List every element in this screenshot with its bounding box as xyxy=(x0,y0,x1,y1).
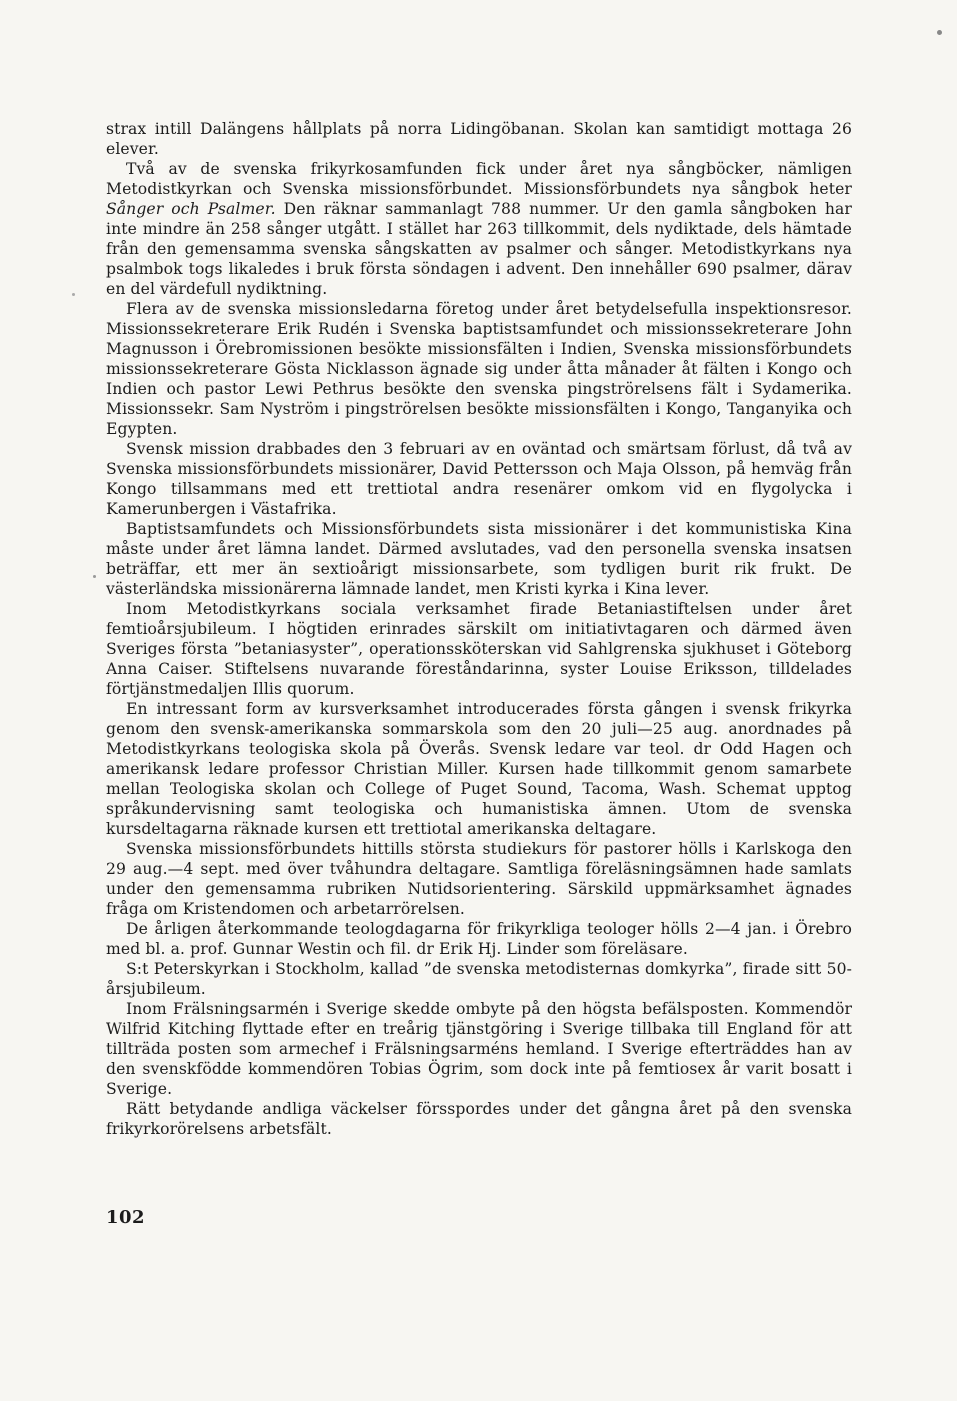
paragraph-2-after: Den räknar sammanlagt 788 nummer. Ur den gamla sångboken har inte mindre än 258 sånger utgått. I stället har 263 tillkommit, dels nydiktade, dels hämtade från den gemensamma svenska sångskatten av psalmer och sånger. Metodistkyrkans nya psalmbok togs likaledes i bruk första söndagen i advent. Den innehåller 690 psalmer, därav en del värdefull nydiktning. xyxy=(106,200,852,298)
book-title-emphasis: Sånger och Psalmer. xyxy=(106,200,276,218)
paper-speck xyxy=(93,575,96,578)
paragraph-8: Svenska missionsförbundets hittills största studiekurs för pastorer hölls i Karlskoga den 29 aug.—4 sept. med över tvåhundra deltagare. Samtliga föreläsningsämnen hade samlats under den gemensamma rubriken Nutidsorientering. Särskild uppmärksamhet ägnades fråga om Kristendomen och arbetarrörelsen. xyxy=(106,840,852,918)
paragraph-12: Rätt betydande andliga väckelser försspordes under det gångna året på den svenska frikyrkorörelsens arbetsfält. xyxy=(106,1100,852,1138)
paragraph-9: De årligen återkommande teologdagarna för frikyrkliga teologer hölls 2—4 jan. i Örebro med bl. a. prof. Gunnar Westin och fil. dr Erik Hj. Linder som föreläsare. xyxy=(106,920,852,958)
paper-speck xyxy=(937,30,942,35)
paper-speck xyxy=(72,293,75,296)
paragraph-3: Flera av de svenska missionsledarna företog under året betydelsefulla inspektionsresor. Missionssekreterare Erik Rudén i Svenska baptistsamfundet och missionssekreterare John Magnusson i Örebromissionen besökte missionsfälten i Indien, Svenska missionsförbundets missionssekreterare Gösta Nicklasson ägnade sig under åtta månader åt fälten i Kongo och Indien och pastor Lewi Pethrus besökte den svenska pingströrelsens fält i Sydamerika. Missionssekr. Sam Nyström i pingströrelsen besökte missionsfälten i Kongo, Tanganyika och Egypten. xyxy=(106,300,852,438)
body-text xyxy=(106,119,852,1139)
paragraph-2-before: Två av de svenska frikyrkosamfunden fick under året nya sångböcker, nämligen Metodistkyrkan och Svenska missionsförbundet. Missionsförbundets nya sångbok heter xyxy=(106,160,852,198)
paragraph-10: S:t Peterskyrkan i Stockholm, kallad ”de svenska metodisternas domkyrka”, firade sitt 50-årsjubileum. xyxy=(106,960,852,998)
paragraph-1: strax intill Dalängens hållplats på norra Lidingöbanan. Skolan kan samtidigt mottaga 26 elever. xyxy=(106,120,852,158)
paragraph-7: En intressant form av kursverksamhet introducerades första gången i svensk frikyrka genom den svensk-amerikanska sommarskola som den 20 juli—25 aug. anordnades på Metodistkyrkans teologiska skola på Överås. Svensk ledare var teol. dr Odd Hagen och amerikansk ledare professor Christian Miller. Kursen hade tillkommit genom samarbete mellan Teologiska skolan och College of Puget Sound, Tacoma, Wash. Schemat upptog språkundervisning samt teologiska och humanistiska ämnen. Utom de svenska kursdeltagarna räknade kursen ett trettiotal amerikanska deltagare. xyxy=(106,700,852,838)
paragraph-11: Inom Frälsningsarmén i Sverige skedde ombyte på den högsta befälsposten. Kommendör Wilfrid Kitching flyttade efter en treårig tjänstgöring i Sverige tillbaka till England för att tillträda posten som armechef i Frälsningsarméns hemland. I Sverige efterträddes han av den svenskfödde kommendören Tobias Ögrim, som dock inte på femtiosex år varit bosatt i Sverige. xyxy=(106,1000,852,1098)
paragraph-5: Baptistsamfundets och Missionsförbundets sista missionärer i det kommunistiska Kina måste under året lämna landet. Därmed avslutades, vad den personella svenska insatsen beträffar, ett mer än sextioårigt missionsarbete, som tydligen burit rik frukt. De västerländska missionärerna lämnade landet, men Kristi kyrka i Kina lever. xyxy=(106,520,852,598)
paragraph-6: Inom Metodistkyrkans sociala verksamhet firade Betaniastiftelsen under året femtioårsjubileum. I högtiden erinrades särskilt om initiativtagaren och därmed även Sveriges första ”betaniasyster”, operationssköterskan vid Sahlgrenska sjukhuset i Göteborg Anna Caiser. Stiftelsens nuvarande föreståndarinna, syster Louise Eriksson, tilldelades förtjänstmedaljen Illis quorum. xyxy=(106,600,852,698)
page-number: 102 xyxy=(106,1207,146,1228)
paragraph-4: Svensk mission drabbades den 3 februari av en oväntad och smärtsam förlust, då två av Svenska missionsförbundets missionärer, David Pettersson och Maja Olsson, på hemväg från Kongo tillsammans med ett trettiotal andra resenärer omkom vid en flygolycka i Kamerunbergen i Västafrika. xyxy=(106,440,852,518)
paragraph-2 xyxy=(106,159,852,299)
